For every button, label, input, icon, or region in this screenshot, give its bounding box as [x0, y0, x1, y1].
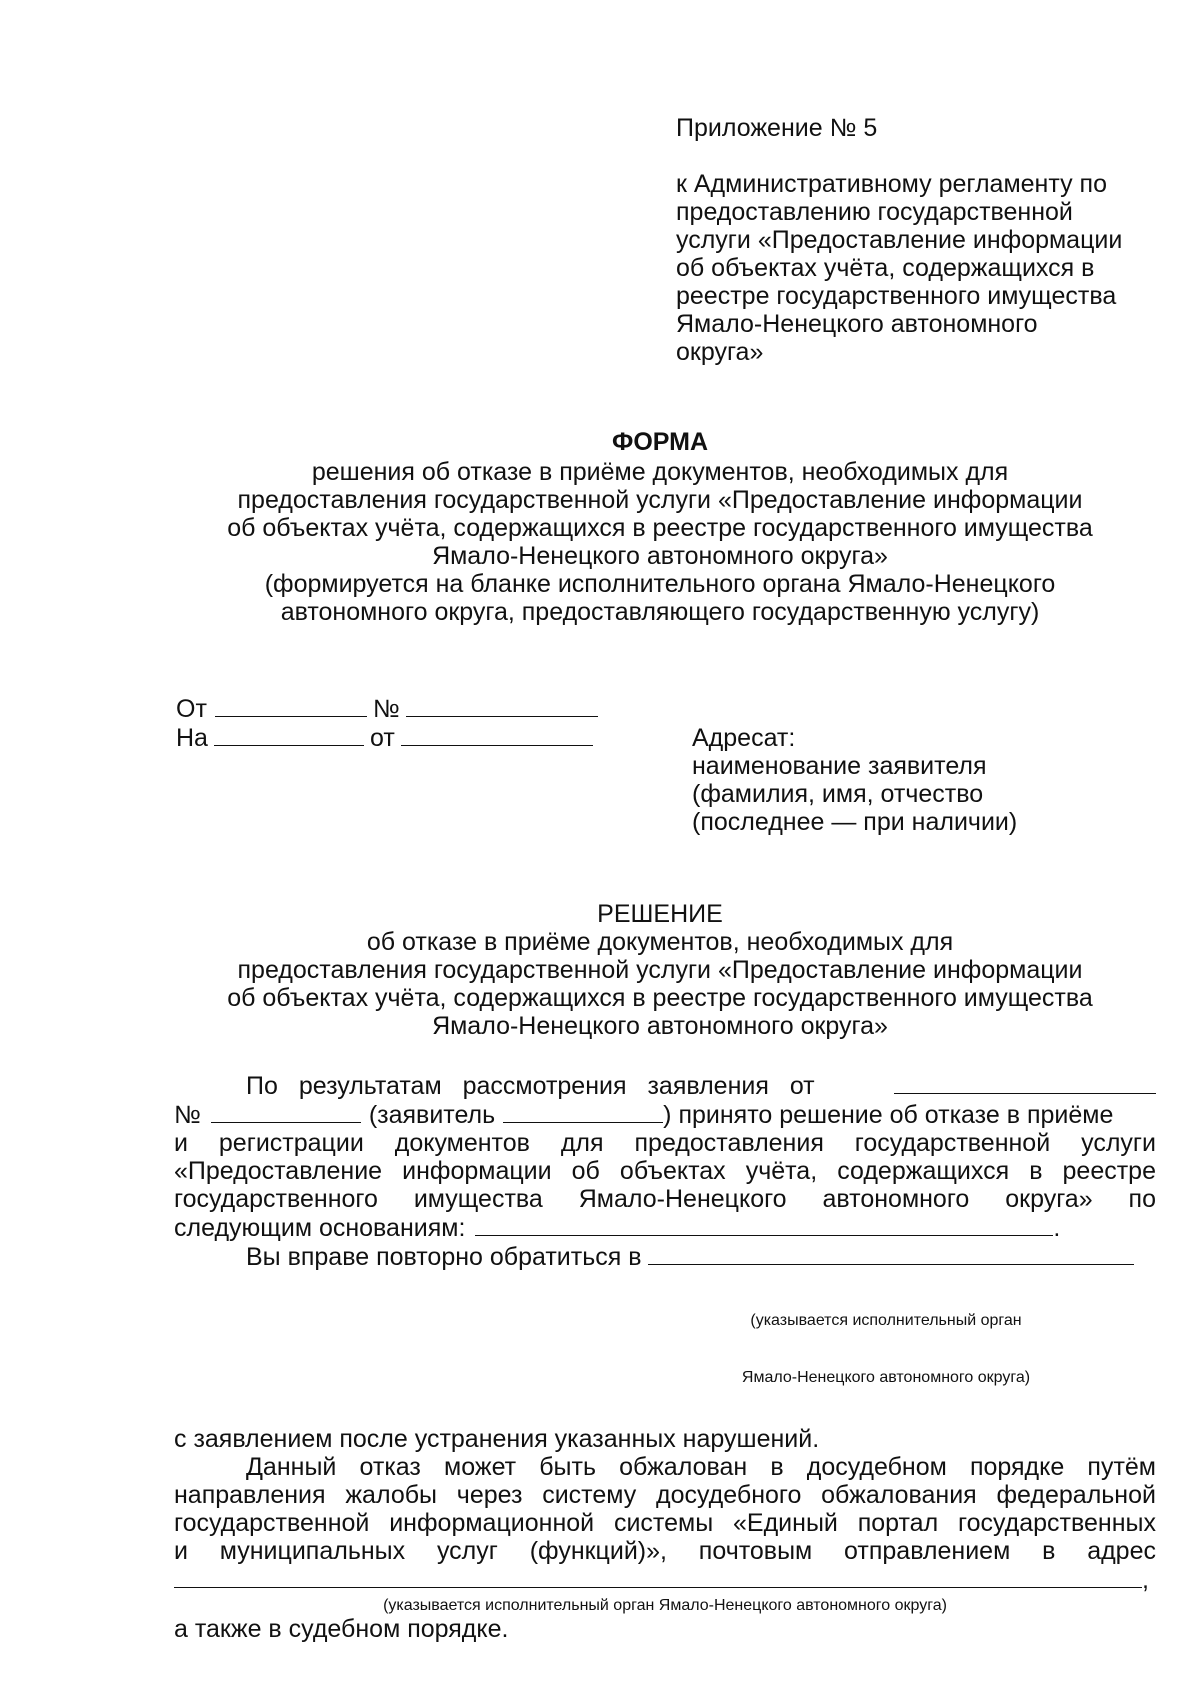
date-blank[interactable]: [401, 723, 593, 746]
appendix-line: к Административному регламенту по: [676, 170, 1107, 198]
p2-start: Вы вправе повторно обратиться в: [246, 1243, 642, 1271]
grounds-blank[interactable]: [475, 1213, 1053, 1236]
form-description: [130, 458, 1190, 626]
addressee: [692, 724, 1017, 836]
authority-blank[interactable]: [648, 1242, 1134, 1265]
to-label: На: [176, 724, 208, 752]
from-label: От: [176, 695, 207, 723]
decision-header: [130, 900, 1190, 1040]
body-line: «Предоставление информации об объектах учёта, содержащихся в реестре: [174, 1157, 1156, 1185]
body-line: а также в судебном порядке.: [174, 1615, 509, 1643]
appendix-line: услуги «Предоставление информации: [676, 226, 1123, 254]
p1-grounds: следующим основаниям:: [174, 1214, 466, 1242]
appendix-title: Приложение № 5: [676, 114, 878, 142]
addressee-line: (фамилия, имя, отчество: [692, 780, 984, 808]
date-label: от: [369, 724, 395, 752]
appendix-line: реестре государственного имущества: [676, 282, 1117, 310]
body-line: [174, 1100, 1156, 1129]
address-blank[interactable]: [174, 1565, 1142, 1588]
body-line: [174, 1242, 1156, 1271]
body-line: с заявлением после устранения указанных нарушений.: [174, 1425, 820, 1453]
form-line: предоставления государственной услуги «Предоставление информации: [237, 486, 1083, 514]
requisite-row-from: [176, 694, 598, 723]
p1-start: По результатам рассмотрения заявления от: [246, 1072, 815, 1100]
body-line: государственной информационной системы «Единый портал государственных: [174, 1509, 1156, 1537]
authority-hint: [666, 1273, 1106, 1425]
body-line: и муниципальных услуг (функций)», почтовым отправлением в адрес: [174, 1537, 1156, 1565]
form-line: автономного округа, предоставляющего государственную услугу): [280, 598, 1040, 626]
authority-hint-line: (указывается исполнительный орган: [750, 1312, 1022, 1329]
body-line: и регистрации документов для предоставления государственной услуги: [174, 1129, 1156, 1157]
application-date-blank[interactable]: [894, 1071, 1156, 1094]
form-line: об объектах учёта, содержащихся в реестре государственного имущества: [227, 514, 1093, 542]
appendix-line: предоставлению государственной: [676, 198, 1073, 226]
form-line: решения об отказе в приёме документов, необходимых для: [311, 458, 1009, 486]
form-header: [0, 428, 1200, 456]
form-title: ФОРМА: [611, 428, 708, 456]
body-line: [174, 1071, 1156, 1100]
body-line: [174, 1213, 1156, 1242]
address-hint: (указывается исполнительный орган Ямало-Ненецкого автономного округа): [383, 1597, 947, 1614]
number-blank[interactable]: [406, 694, 598, 717]
appendix-line: округа»: [676, 338, 764, 366]
body-text: [174, 1071, 1156, 1643]
body-line: Данный отказ может быть обжалован в досудебном порядке путём: [246, 1453, 1156, 1481]
form-line: (формируется на бланке исполнительного органа Ямало-Ненецкого: [264, 570, 1056, 598]
body-line: направления жалобы через систему досудебного обжалования федеральной: [174, 1481, 1156, 1509]
requisite-row-to: [176, 723, 598, 752]
decision-line: предоставления государственной услуги «Предоставление информации: [237, 956, 1083, 984]
addressee-line: наименование заявителя: [692, 752, 987, 780]
addressee-line: Адресат:: [692, 724, 796, 752]
decision-line: Ямало-Ненецкого автономного округа»: [432, 1012, 888, 1040]
to-blank[interactable]: [214, 723, 364, 746]
p3-comma: ,: [1142, 1566, 1149, 1594]
application-number-blank[interactable]: [211, 1100, 361, 1123]
appendix-line: Ямало-Ненецкого автономного: [676, 310, 1038, 338]
body-line: [174, 1565, 1156, 1594]
p1-dot: .: [1053, 1214, 1061, 1242]
decision-title: РЕШЕНИЕ: [597, 900, 723, 928]
p1-applicant: (заявитель: [368, 1101, 496, 1129]
applicant-blank[interactable]: [503, 1100, 663, 1123]
requisites: [176, 694, 598, 752]
body-line: государственного имущества Ямало-Ненецкого автономного округа» по: [174, 1185, 1156, 1213]
appendix-line: об объектах учёта, содержащихся в: [676, 254, 1095, 282]
number-label: №: [372, 695, 400, 723]
authority-hint-line: Ямало-Ненецкого автономного округа): [741, 1369, 1031, 1386]
decision-line: об объектах учёта, содержащихся в реестре государственного имущества: [227, 984, 1093, 1012]
addressee-line: (последнее — при наличии): [692, 808, 1018, 836]
from-blank[interactable]: [215, 694, 367, 717]
appendix-text: [676, 170, 1156, 366]
decision-line: об отказе в приёме документов, необходимых для: [366, 928, 954, 956]
p1-after: ) принято решение об отказе в приёме: [663, 1101, 1114, 1129]
p1-num-label: №: [174, 1101, 201, 1129]
form-line: Ямало-Ненецкого автономного округа»: [432, 542, 888, 570]
